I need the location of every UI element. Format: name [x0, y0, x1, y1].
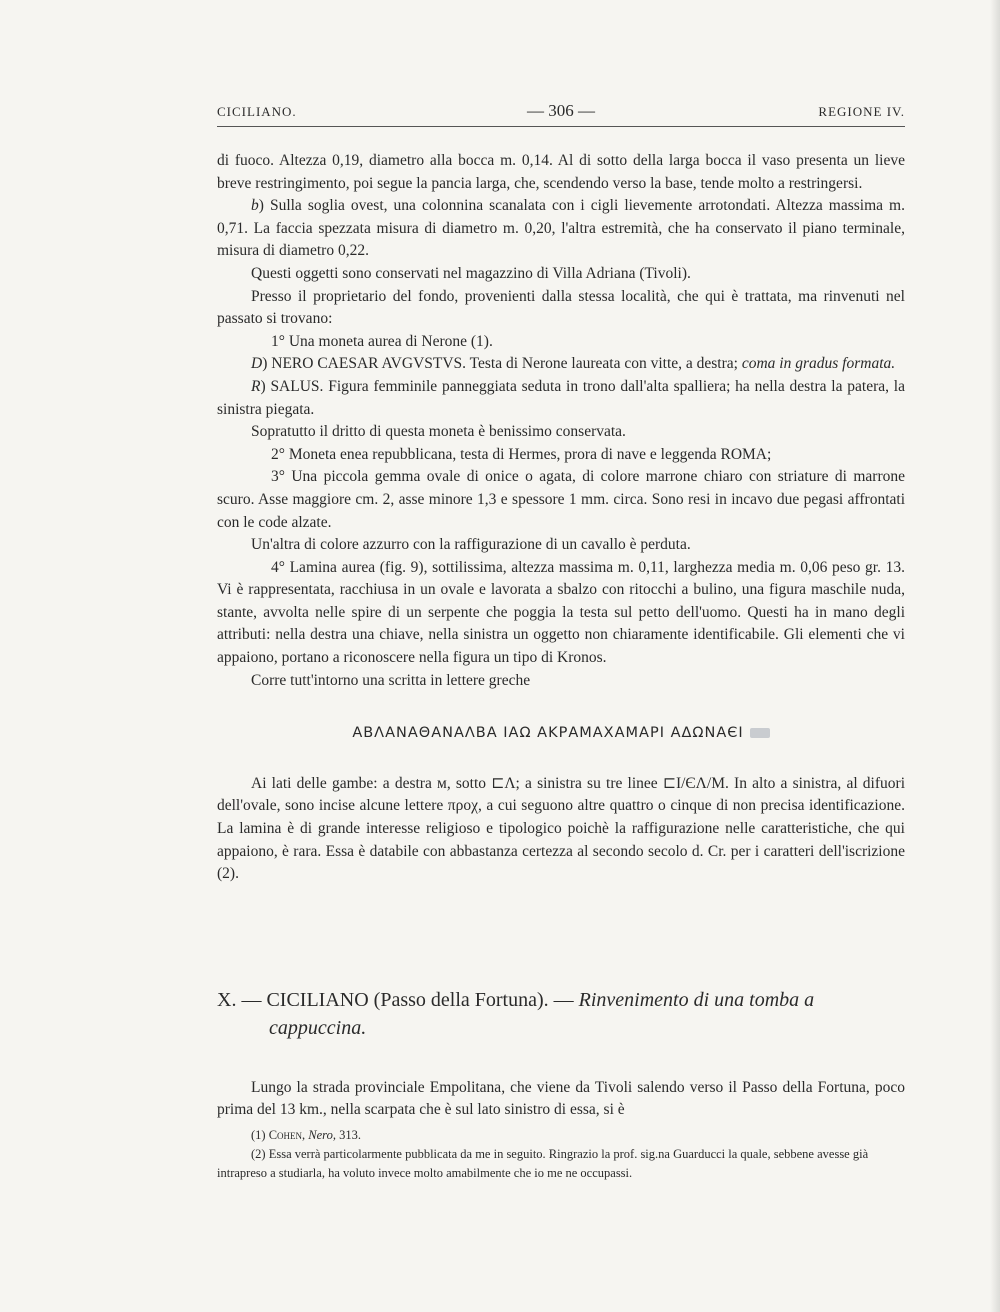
- legend-italic: coma in gradus formata.: [741, 355, 896, 373]
- paragraph: 1° Una moneta aurea di Nerone (1).: [271, 332, 493, 350]
- greek-inscription: ΑΒΛΑΝΑΘΑΝΑΛΒΑ ΙΑΩ ΑΚΡΑΜΑΧΑΜΑΡΙ ΑΔΩΝΑЄΙ: [217, 722, 905, 745]
- section-italic-title-cont: cappuccina.: [269, 1017, 367, 1039]
- header-right: REGIONE IV.: [818, 104, 905, 119]
- paragraph: di fuoco. Altezza 0,19, diametro alla bocca m. 0,14. Al di sotto della larga bocca il vaso presenta un lieve breve restringimento, poi segue la pancia larga, che, scendendo verso la base, tende molto a restringersi.: [217, 152, 905, 192]
- item-label: b: [251, 197, 259, 215]
- footnotes: [217, 1126, 905, 1183]
- paragraph: Ai lati delle gambe: a destra ᴍ, sotto ⊏Λ; a sinistra su tre linee ⊏Ι/ЄΛ/Μ. In alto a sinistra, al difuori dell'ovale, sono incise alcune lettere προχ, a cui seguono altre quattro o cinque di non precisa identificazione. La lamina è di grande interesse religioso e tipologico poichè la raffigurazione nelle caratteristiche, che qui appaiono, è rara. Essa è databile con abbastanza certezza al secondo secolo d. Cr. per i caratteri dell'iscrizione (2).: [217, 774, 905, 883]
- running-header: [217, 101, 905, 126]
- paragraph-text: Sulla soglia ovest, una colonnina scanalata con i cigli lievemente arrotondati. Altezza massima m. 0,71. La faccia spezzata misura di diametro m. 0,20, l'altra estremità, che ha conservato il piano terminale, misura di diametro 0,22.: [217, 197, 905, 260]
- section-number: X. —: [217, 989, 262, 1011]
- header-left: CICILIANO.: [217, 104, 297, 119]
- paragraph: Lungo la strada provinciale Empolitana, che viene da Tivoli salendo verso il Passo della Fortuna, poco prima del 13 km., nella scarpata che è sul lato sinistro di essa, si è: [217, 1078, 905, 1119]
- paragraph: Corre tutt'intorno una scritta in lettere greche: [251, 671, 531, 689]
- paragraph: b) Sulla soglia ovest, una colonnina scanalata con i cigli lievemente arrotondati. Altezza massima m. 0,71. La faccia spezzata misura di diametro m. 0,20, l'altra estremità, che ha conservato il piano terminale, misura di diametro 0,22.: [217, 197, 905, 260]
- section-heading: [217, 986, 905, 1042]
- paragraph: D) NERO CAESAR AVGVSTVS. Testa di Nerone laureata con vitte, a destra; coma in gradus formata.: [251, 355, 896, 373]
- section-subtitle: (Passo della Fortuna).: [373, 989, 549, 1011]
- header-rule: [217, 126, 905, 127]
- footnote-work: Nero,: [308, 1128, 336, 1142]
- section-dash: —: [553, 989, 574, 1011]
- paragraph: Questi oggetti sono conservati nel magazzino di Villa Adriana (Tivoli).: [251, 264, 691, 282]
- paragraph: 4° Lamina aurea (fig. 9), sottilissima, altezza massima m. 0,11, larghezza media m. 0,06 peso gr. 13. Vi è rappresentata, racchiusa in un ovale e lavorata a sbalzo con ritocchi a bulino, una figura maschile nuda, stante, avvolta nelle spire di un serpente che poggia la testa sul petto dell'uomo. Questi ha in mano degli attributi: nella destra una chiave, nella sinistra un oggetto non chiaramente identificabile. Gli elementi che vi appaiono, portano a riconoscere nella figura un tipo di Kronos.: [217, 558, 905, 667]
- footnote-author: Cohen,: [268, 1128, 306, 1142]
- paragraph: Un'altra di colore azzurro con la raffigurazione di un cavallo è perduta.: [251, 536, 691, 554]
- paragraph: R) SALUS. Figura femminile panneggiata seduta in trono dall'alta spalliera; ha nella destra la patera, la sinistra piegata.: [217, 377, 905, 418]
- main-text: [217, 150, 905, 886]
- section-italic-title: Rinvenimento di una tomba a: [578, 989, 815, 1011]
- page-number: — 306 —: [527, 101, 595, 120]
- page-edge-shadow: [990, 0, 1000, 1312]
- paragraph: Sopratutto il dritto di questa moneta è benissimo conservata.: [251, 423, 626, 441]
- paragraph: 2° Moneta enea repubblicana, testa di Hermes, prora di nave e leggenda ROMA;: [271, 445, 772, 463]
- paragraph: Presso il proprietario del fondo, provenienti dalla stessa località, che qui è trattata, ma rinvenuti nel passato si trovano:: [217, 287, 905, 328]
- paragraph: 3° Una piccola gemma ovale di onice o agata, di colore marrone chiaro con striature di marrone scuro. Asse maggiore cm. 2, asse minore 1,3 e spessore 1 mm. circa. Sono resi in incavo due pegasi affrontati con le code alzate.: [217, 468, 905, 531]
- stamp-mark: [750, 728, 770, 738]
- footnote-1: (1) Cohen, Nero, 313.: [251, 1128, 361, 1142]
- footnote-2: (2) Essa verrà particolarmente pubblicata da me in seguito. Ringrazio la prof. sig.na Guarducci la quale, sebbene avesse già intrapreso a studiarla, ha voluto invece molto amabilmente che io me ne occupassi.: [217, 1147, 869, 1180]
- section-title: CICILIANO: [266, 989, 369, 1011]
